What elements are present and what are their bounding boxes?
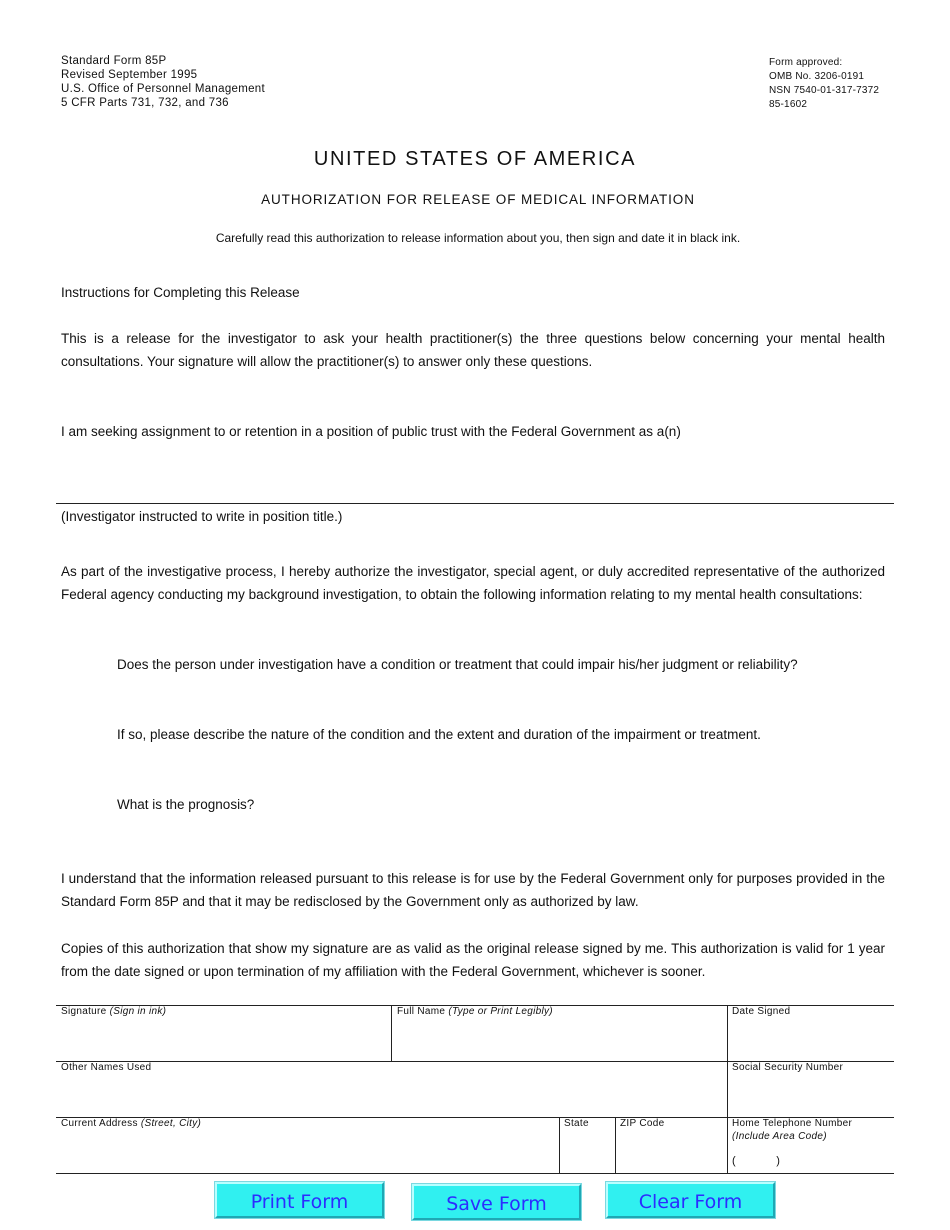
form-approved: Form approved: bbox=[769, 57, 843, 68]
instructions-heading: Instructions for Completing this Release bbox=[61, 285, 300, 300]
form-id-block bbox=[61, 54, 265, 110]
clear-form-button[interactable]: Clear Form bbox=[606, 1182, 775, 1218]
zip-field[interactable] bbox=[617, 1132, 726, 1172]
date-signed-field[interactable] bbox=[729, 1020, 893, 1060]
page-title: UNITED STATES OF AMERICA bbox=[313, 148, 637, 170]
column-divider bbox=[559, 1117, 560, 1173]
address-hint: (Street, City) bbox=[140, 1118, 202, 1129]
full-name-label bbox=[397, 1006, 553, 1018]
phone-label: Home Telephone Number bbox=[732, 1118, 853, 1129]
understand-paragraph: I understand that the information released pursuant to this release is for use by the Federal Government only for purposes provided in the Standard Form 85P and that it may be redisclosed by the Government only as authorized by law. bbox=[61, 871, 885, 909]
form-subtitle: AUTHORIZATION FOR RELEASE OF MEDICAL INFORMATION bbox=[261, 192, 695, 207]
form-agency: U.S. Office of Personnel Management bbox=[61, 83, 265, 95]
release-paragraph: This is a release for the investigator to ask your health practitioner(s) the three questions below concerning your mental health consultations. Your signature will allow the practitioner(s) to answer only these questions. bbox=[61, 331, 885, 369]
seeking-paragraph: I am seeking assignment to or retention in a position of public trust with the Federal Government as a(n) bbox=[61, 424, 681, 439]
address-label bbox=[61, 1118, 201, 1130]
full-name-field[interactable] bbox=[393, 1020, 726, 1060]
other-names-label: Other Names Used bbox=[61, 1062, 152, 1073]
other-names-field[interactable] bbox=[57, 1076, 726, 1116]
position-note: (Investigator instructed to write in position title.) bbox=[61, 509, 343, 524]
form-cfr: 5 CFR Parts 731, 732, and 736 bbox=[61, 97, 229, 109]
zip-label: ZIP Code bbox=[620, 1118, 665, 1129]
form-number: Standard Form 85P bbox=[61, 55, 167, 67]
phone-hint-wrap bbox=[732, 1131, 827, 1143]
table-bottom-border bbox=[56, 1173, 894, 1174]
omb-block bbox=[769, 56, 879, 112]
form-revision: Revised September 1995 bbox=[61, 69, 198, 81]
ink-instruction: Carefully read this authorization to release information about you, then sign and date it in black ink. bbox=[215, 231, 741, 245]
date-signed-label: Date Signed bbox=[732, 1006, 791, 1017]
state-field[interactable] bbox=[561, 1132, 614, 1172]
ssn-label: Social Security Number bbox=[732, 1062, 844, 1073]
state-label: State bbox=[564, 1118, 589, 1129]
ssn-field[interactable] bbox=[729, 1076, 893, 1116]
phone-hint: (Include Area Code) bbox=[732, 1131, 827, 1142]
signature-hint: (Sign in ink) bbox=[109, 1006, 167, 1017]
column-divider bbox=[615, 1117, 616, 1173]
question-prognosis: What is the prognosis? bbox=[117, 797, 255, 812]
form-code: 85-1602 bbox=[769, 99, 808, 110]
address-label-text: Current Address bbox=[61, 1118, 138, 1129]
save-form-button[interactable]: Save Form bbox=[412, 1184, 581, 1220]
full-name-hint: (Type or Print Legibly) bbox=[448, 1006, 553, 1017]
omb-number: OMB No. 3206-0191 bbox=[769, 71, 865, 82]
signature-label bbox=[61, 1006, 166, 1018]
question-describe: If so, please describe the nature of the condition and the extent and duration of the impairment or treatment. bbox=[117, 727, 761, 742]
nsn-number: NSN 7540-01-317-7372 bbox=[769, 85, 880, 96]
full-name-label-text: Full Name bbox=[397, 1006, 446, 1017]
signature-field[interactable] bbox=[57, 1020, 390, 1060]
print-form-button[interactable]: Print Form bbox=[215, 1182, 384, 1218]
address-field[interactable] bbox=[57, 1132, 558, 1172]
signature-label-text: Signature bbox=[61, 1006, 107, 1017]
column-divider bbox=[727, 1005, 728, 1173]
phone-field[interactable]: ( ) bbox=[732, 1155, 781, 1167]
position-title-field[interactable] bbox=[56, 470, 894, 502]
question-impairment: Does the person under investigation have a condition or treatment that could impair his/her judgment or reliability? bbox=[117, 657, 798, 672]
position-title-line bbox=[56, 503, 894, 504]
column-divider bbox=[391, 1005, 392, 1061]
authorize-paragraph: As part of the investigative process, I hereby authorize the investigator, special agent, or duly accredited representative of the authorized Federal agency conducting my background investigation, to obtain the following information relating to my mental health consultations: bbox=[61, 564, 885, 602]
copies-paragraph: Copies of this authorization that show my signature are as valid as the original release signed by me. This authorization is valid for 1 year from the date signed or upon termination of my affiliation with the Federal Government, whichever is sooner. bbox=[61, 941, 885, 979]
